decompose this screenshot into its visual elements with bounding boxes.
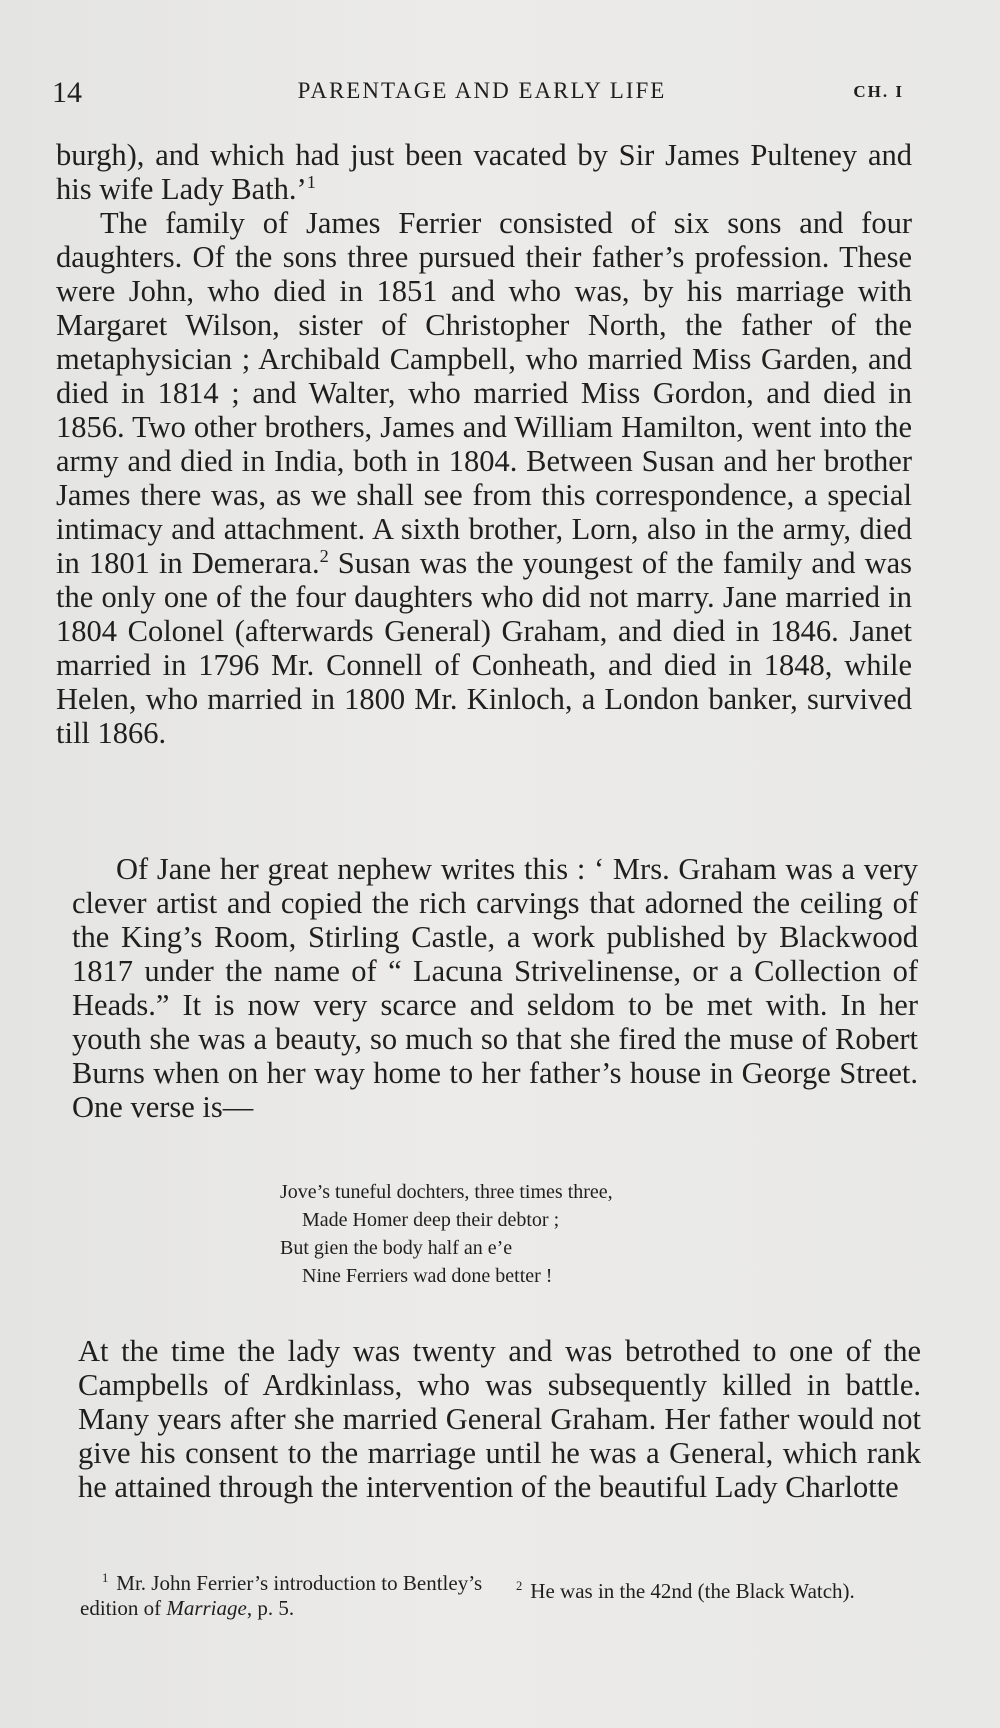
paragraph-text: The family of James Ferrier consisted of six sons and four daughters. Of the sons three pursued their father’s profession. These were John, who died in 1851 and who was, by his marriage with Margaret Wilson, sister of Christopher North, the father of the metaphysician ; Archibald Campbell, who married Miss Garden, and died in 1814 ; and Walter, who married Miss Gordon, and died in 1856. Two other brothers, James and William Hamilton, went into the army and died in India, both in 1804. Between Susan and her brother James there was, as we shall see from this correspondence, a special intimacy and attachment. A sixth brother, Lorn, also in the army, died in 1801 in Demerara. <box>56 206 912 580</box>
page-header <box>52 76 912 116</box>
footnote-mark: 1 <box>102 1571 109 1585</box>
poem-line: Nine Ferriers wad done better ! <box>302 1265 553 1287</box>
poem-line: Jove’s tuneful dochters, three times three, <box>280 1181 613 1203</box>
poem-verse <box>280 1178 740 1290</box>
footnote-ref-2: 2 <box>319 545 329 566</box>
footnote-italic-title: Marriage <box>166 1596 247 1620</box>
footnote-2 <box>516 1574 920 1604</box>
footnote-text: He was in the 42nd (the Black Watch). <box>530 1579 855 1603</box>
body-text-block-1 <box>56 138 912 750</box>
footnote-ref-1: 1 <box>306 171 316 192</box>
page-number: 14 <box>52 76 82 109</box>
paragraph-text: burgh), and which had just been vacated by Sir James Pulteney and his wife Lady Bath.’ <box>56 138 912 206</box>
footnote-mark: 2 <box>516 1579 523 1593</box>
paragraph-family <box>56 206 912 750</box>
running-title: PARENTAGE AND EARLY LIFE <box>297 78 667 103</box>
poem-line: But gien the body half an e’e <box>280 1237 513 1259</box>
body-text-block-3 <box>78 1334 921 1504</box>
footnote-text: Mr. John Ferrier’s introduction to Bentley’s edition of <box>80 1571 483 1620</box>
footnote-text: , p. 5. <box>246 1596 295 1620</box>
paragraph-text: Susan was the youngest of the family and was the only one of the four daughters who did not marry. Jane married in 1804 Colonel (afterwards General) Graham, and died in 1846. Janet married in 1796 Mr. Connell of Conheath, and died in 1848, while Helen, who married in 1800 Mr. Kinloch, a London banker, survived till 1866. <box>56 546 912 750</box>
paragraph-betrothal: At the time the lady was twenty and was betrothed to one of the Campbells of Ardkinlass, who was subsequently killed in battle. Many years after she married General Graham. Her father would not give his consent to the marriage until he was a General, which rank he attained through the intervention of the beautiful Lady Charlotte <box>78 1334 921 1504</box>
paragraph-jane: Of Jane her great nephew writes this : ‘ Mrs. Graham was a very clever artist and copied the rich carvings that adorned the ceiling of the King’s Room, Stirling Castle, a work published by Blackwood 1817 under the name of “ Lacuna Strivelinense, or a Collection of Heads.” It is now very scarce and seldom to be met with. In her youth she was a beauty, so much so that she fired the muse of Robert Burns when on her way home to her father’s house in George Street. One verse is— <box>72 852 918 1124</box>
chapter-marker: CH. I <box>853 82 904 101</box>
paragraph-continuation <box>56 138 912 206</box>
poem-line: Made Homer deep their debtor ; <box>302 1209 560 1231</box>
body-text-block-2 <box>72 852 918 1124</box>
footnote-1 <box>80 1566 500 1621</box>
